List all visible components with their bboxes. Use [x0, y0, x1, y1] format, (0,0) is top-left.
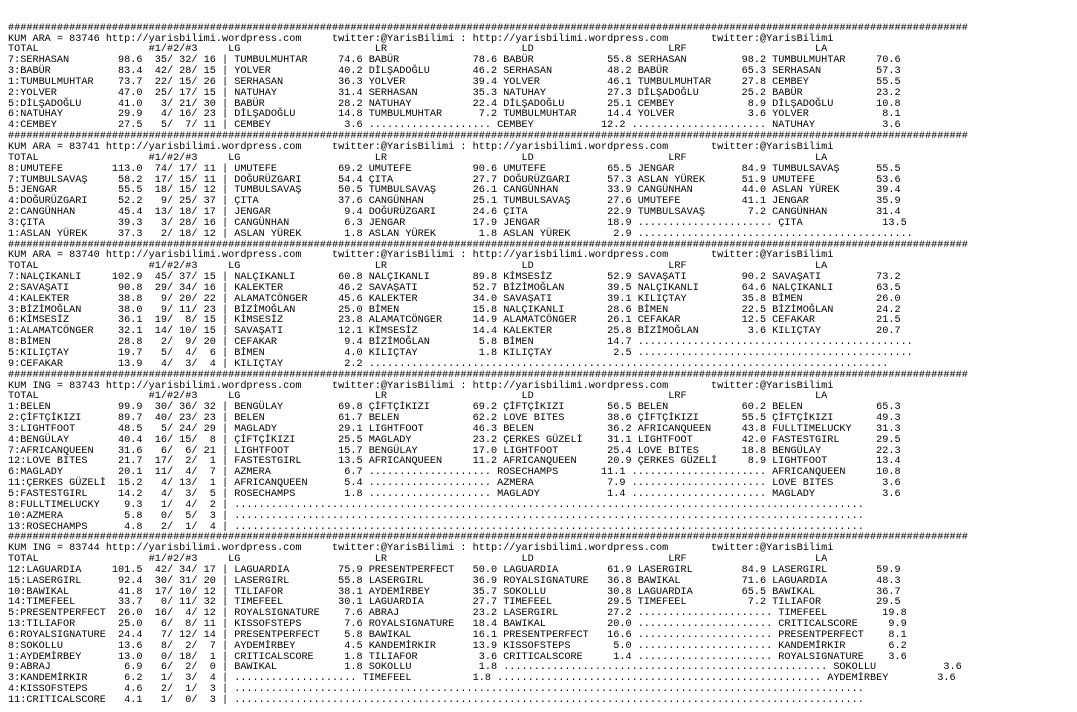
text-line: 1:BELEN 99.9 30/ 36/ 32 | BENGÜLAY 69.8 ÇİFTÇİKIZI 69.2 ÇİFTÇİKIZI 56.5 BELEN 60.2 BELEN 65.3	[8, 402, 901, 414]
text-line: KUM ING = 83743 http://yarisbilimi.wordpress.com twitter:@YarisBilimi : http://yarisbilimi.wordpress.com twitter:@YarisBilimi	[8, 380, 834, 392]
text-line: 2:SAVAŞATI 90.8 29/ 34/ 16 | KALEKTER 46.2 SAVAŞATI 52.7 BİZİMOĞLAN 39.5 NALÇIKANLI 64.6 NALÇIKANLI 63.5	[8, 282, 901, 294]
text-line: 3:LIGHTFOOT 48.5 5/ 24/ 29 | MAGLADY 29.1 LIGHTFOOT 46.3 BELEN 36.2 AFRICANQUEEN 43.8 FULLTIMELUCKY 31.3	[8, 423, 901, 435]
separator-line: #############################################################################################################################################################	[8, 369, 968, 381]
text-line: 1:AYDEMİRBEY 13.0 0/ 18/ 1 | CRITICALSCORE 1.8 TILIAFOR 3.6 CRITICALSCORE 1.4 ...................... ROYALSIGNATURE 3.6	[8, 651, 907, 663]
text-line: 1:TUMBULMUHTAR 73.7 22/ 15/ 26 | SERHASAN 36.3 YOLVER 39.4 YOLVER 46.1 TUMBULMUHTAR 27.8 CEMBEY 55.5	[8, 76, 901, 88]
text-line: 8:BİMEN 28.8 2/ 9/ 20 | CEFAKAR 9.4 BİZİMOĞLAN 5.8 BİMEN 14.7 .............................................	[8, 337, 913, 349]
text-line: 5:PRESENTPERFECT 26.0 16/ 4/ 12 | ROYALSIGNATURE 7.6 ABRAJ 23.2 LASERGIRL 27.2 ...................... TIMEFEEL 19.8	[8, 608, 907, 620]
text-line: 6:ROYALSIGNATURE 24.4 7/ 12/ 14 | PRESENTPERFECT 5.8 BAWIKAL 16.1 PRESENTPERFECT 16.6 ...................... PRESENTPERFECT 8.1	[8, 629, 907, 641]
text-line: 11:ÇERKES GÜZELİ 15.2 4/ 13/ 1 | AFRICANQUEEN 5.4 .................... AZMERA 7.9 ...................... LOVE BITES 3.6	[8, 478, 901, 490]
text-line: 12:LAGUARDIA 101.5 42/ 34/ 17 | LAGUARDIA 75.9 PRESENTPERFECT 50.0 LAGUARDIA 61.9 LASERGIRL 84.9 LASERGIRL 59.9	[8, 564, 901, 576]
text-line: 8:UMUTEFE 113.0 74/ 17/ 11 | UMUTEFE 69.2 UMUTEFE 90.6 UMUTEFE 65.5 JENGAR 84.9 TUMBULSAVAŞ 55.5	[8, 163, 901, 175]
text-line: 7:AFRICANQUEEN 31.6 6/ 6/ 21 | LIGHTFOOT 15.7 BENGÜLAY 17.0 LIGHTFOOT 25.4 LOVE BITES 18.8 BENGÜLAY 22.3	[8, 445, 901, 457]
text-line: 6:NATUHAY 29.9 4/ 16/ 23 | DİLŞADOĞLU 14.8 TUMBULMUHTAR 7.2 TUMBULMUHTAR 14.4 YOLVER 3.6 YOLVER 8.1	[8, 109, 901, 121]
text-line: KUM ARA = 83741 http://yarisbilimi.wordpress.com twitter:@YarisBilimi : http://yarisbilimi.wordpress.com twitter:@YarisBilimi	[8, 141, 834, 153]
text-line: 6:KİMSESİZ 36.1 19/ 8/ 15 | KİMSESİZ 23.8 ALAMATCÖNGER 14.9 ALAMATCÖNGER 26.1 CEFAKAR 12.5 CEFAKAR 21.5	[8, 315, 901, 327]
text-line: 5:DİLŞADOĞLU 41.0 3/ 21/ 30 | BABÜR 28.2 NATUHAY 22.4 DİLŞADOĞLU 25.1 CEMBEY 8.9 DİLŞADOĞLU 10.8	[8, 98, 901, 110]
separator-line: #############################################################################################################################################################	[8, 22, 968, 34]
text-line: 12:LOVE BITES 21.7 17/ 2/ 1 | FASTESTGIRL 13.5 AFRICANQUEEN 11.2 AFRICANQUEEN 20.9 ÇERKES GÜZELİ 8.9 LIGHTFOOT 13.4	[8, 456, 901, 468]
text-line: 13:TILIAFOR 25.0 6/ 8/ 11 | KISSOFSTEPS 7.6 ROYALSIGNATURE 18.4 BAWIKAL 20.0 ...................... CRITICALSCORE 9.9	[8, 619, 907, 631]
text-line: 10:AZMERA 5.8 0/ 5/ 3 | .......................................................................................................	[8, 510, 864, 522]
text-line: KUM ING = 83744 http://yarisbilimi.wordpress.com twitter:@YarisBilimi : http://yarisbilimi.wordpress.com twitter:@YarisBilimi	[8, 543, 834, 555]
text-line: KUM ARA = 83740 http://yarisbilimi.wordpress.com twitter:@YarisBilimi : http://yarisbilimi.wordpress.com twitter:@YarisBilimi	[8, 250, 834, 262]
text-line: 7:NALÇIKANLI 102.9 45/ 37/ 15 | NALÇIKANLI 60.8 NALÇIKANLI 89.8 KİMSESİZ 52.9 SAVAŞATI 90.2 SAVAŞATI 73.2	[8, 272, 901, 284]
text-line: 4:KISSOFSTEPS 4.6 2/ 1/ 3 | .......................................................................................................	[8, 684, 864, 696]
text-line: TOTAL #1/#2/#3 LG LR LD LRF LA	[8, 152, 828, 164]
text-line: TOTAL #1/#2/#3 LG LR LD LRF LA	[8, 554, 828, 566]
separator-line: #############################################################################################################################################################	[8, 131, 968, 143]
text-line: TOTAL #1/#2/#3 LG LR LD LRF LA	[8, 261, 828, 273]
text-line: 6:MAGLADY 20.1 11/ 4/ 7 | AZMERA 6.7 .................... ROSECHAMPS 11.1 ...................... AFRICANQUEEN 10.8	[8, 467, 901, 479]
text-line: KUM ARA = 83746 http://yarisbilimi.wordpress.com twitter:@YarisBilimi : http://yarisbilimi.wordpress.com twitter:@YarisBilimi	[8, 33, 834, 45]
text-line: 8:FULLTIMELUCKY 9.3 1/ 4/ 2 | .......................................................................................................	[8, 499, 864, 511]
text-line: 3:ÇITA 39.3 3/ 28/ 16 | CANGÜNHAN 6.3 JENGAR 17.9 JENGAR 18.9 ...................... ÇITA 13.5	[8, 217, 907, 229]
text-line: 15:LASERGIRL 92.4 30/ 31/ 20 | LASERGIRL 55.8 LASERGIRL 36.9 ROYALSIGNATURE 36.8 BAWIKAL 71.6 LAGUARDIA 48.3	[8, 575, 901, 587]
text-line: 3:BİZİMOĞLAN 38.0 9/ 11/ 23 | BİZİMOĞLAN 25.0 BİMEN 15.8 NALÇIKANLI 28.6 BİMEN 22.5 BİZİMOĞLAN 24.2	[8, 304, 901, 316]
text-line: 4:DOĞURÜZGARI 52.2 9/ 25/ 37 | ÇITA 37.6 CANGÜNHAN 25.1 TUMBULSAVAŞ 27.6 UMUTEFE 41.1 JENGAR 35.9	[8, 196, 901, 208]
text-line: 5:FASTESTGIRL 14.2 4/ 3/ 5 | ROSECHAMPS 1.8 .................... MAGLADY 1.4 ...................... MAGLADY 3.6	[8, 488, 901, 500]
separator-line: #############################################################################################################################################################	[8, 239, 968, 251]
text-line: TOTAL #1/#2/#3 LG LR LD LRF LA	[8, 44, 828, 56]
text-line: 1:ASLAN YÜREK 37.3 2/ 18/ 12 | ASLAN YÜREK 1.8 ASLAN YÜREK 1.8 ASLAN YÜREK 2.9 .............................................	[8, 228, 913, 240]
text-line: 13:ROSECHAMPS 4.8 2/ 1/ 4 | .......................................................................................................	[8, 521, 864, 533]
text-line: 2:YOLVER 47.0 25/ 17/ 15 | NATUHAY 31.4 SERHASAN 35.3 NATUHAY 27.3 DİLŞADOĞLU 25.2 BABÜR 23.2	[8, 87, 901, 99]
text-line: 3:KANDEMİRKIR 6.2 1/ 3/ 4 | .................... TIMEFEEL 1.8 ..................................................... AYDEMİRBEY 3.6	[8, 673, 956, 685]
text-line: 7:SERHASAN 98.6 35/ 32/ 16 | TUMBULMUHTAR 74.6 BABÜR 78.6 BABÜR 55.8 SERHASAN 98.2 TUMBULMUHTAR 70.6	[8, 55, 901, 67]
text-line: 9:CEFAKAR 13.9 4/ 3/ 4 | KILIÇTAY 2.2 .....................................................................................	[8, 358, 889, 370]
text-line: 9:ABRAJ 6.9 6/ 2/ 0 | BAWIKAL 1.8 SOKOLLU 1.8 ..................................................... SOKOLLU 3.6	[8, 662, 962, 674]
text-line: 4:CEMBEY 27.5 5/ 7/ 11 | CEMBEY 3.6 .................... CEMBEY 12.2 ...................... NATUHAY 3.6	[8, 120, 901, 132]
text-line: 2:CANGÜNHAN 45.4 13/ 18/ 17 | JENGAR 9.4 DOĞURÜZGARI 24.6 ÇITA 22.9 TUMBULSAVAŞ 7.2 CANGÜNHAN 31.4	[8, 207, 901, 219]
text-line: 5:JENGAR 55.5 18/ 15/ 12 | TUMBULSAVAŞ 50.5 TUMBULSAVAŞ 26.1 CANGÜNHAN 33.9 CANGÜNHAN 44.0 ASLAN YÜREK 39.4	[8, 185, 901, 197]
document-lines	[8, 24, 1077, 707]
text-line: 4:KALEKTER 38.8 9/ 20/ 22 | ALAMATCÖNGER 45.6 KALEKTER 34.0 SAVAŞATI 39.1 KILIÇTAY 35.8 BİMEN 26.0	[8, 293, 901, 305]
text-line: 5:KILIÇTAY 19.7 5/ 4/ 6 | BİMEN 4.0 KILIÇTAY 1.8 KILIÇTAY 2.5 .............................................	[8, 348, 913, 359]
text-line: 1:ALAMATCÖNGER 32.1 14/ 10/ 15 | SAVAŞATI 12.1 KİMSESİZ 14.4 KALEKTER 25.8 BİZİMOĞLAN 3.6 KILIÇTAY 20.7	[8, 326, 901, 338]
text-line: TOTAL #1/#2/#3 LG LR LD LRF LA	[8, 391, 828, 403]
text-line: 3:BABÜR 83.4 42/ 28/ 15 | YOLVER 40.2 DİLŞADOĞLU 46.2 SERHASAN 48.2 BABÜR 65.3 SERHASAN 57.3	[8, 66, 901, 78]
text-line: 14:TIMEFEEL 33.7 0/ 11/ 32 | TIMEFEEL 30.1 LAGUARDIA 27.7 TIMEFEEL 29.5 TIMEFEEL 7.2 TILIAFOR 29.5	[8, 597, 901, 609]
text-line: 11:CRITICALSCORE 4.1 1/ 0/ 3 | .......................................................................................................	[8, 695, 864, 706]
text-line: 4:BENGÜLAY 40.4 16/ 15/ 8 | ÇİFTÇİKIZI 25.5 MAGLADY 23.2 ÇERKES GÜZELİ 31.1 LIGHTFOOT 42.0 FASTESTGIRL 29.5	[8, 434, 901, 446]
text-line: 2:ÇİFTÇİKIZI 89.7 40/ 23/ 23 | BELEN 61.7 BELEN 62.2 LOVE BITES 38.6 ÇİFTÇİKIZI 55.5 ÇİFTÇİKIZI 49.3	[8, 413, 901, 425]
text-line: 10:BAWIKAL 41.8 17/ 10/ 12 | TILIAFOR 38.1 AYDEMİRBEY 35.7 SOKOLLU 30.8 LAGUARDIA 65.5 BAWIKAL 36.7	[8, 586, 901, 598]
text-line: 8:SOKOLLU 13.6 8/ 2/ 7 | AYDEMİRBEY 4.5 KANDEMİRKIR 13.9 KISSOFSTEPS 5.0 ...................... KANDEMİRKIR 6.2	[8, 640, 907, 652]
separator-line: #############################################################################################################################################################	[8, 532, 968, 544]
text-line: 7:TUMBULSAVAŞ 58.2 17/ 15/ 11 | DOĞURÜZGARI 54.4 ÇITA 27.7 DOĞURÜZGARI 57.3 ASLAN YÜREK 51.9 UMUTEFE 53.6	[8, 174, 901, 186]
